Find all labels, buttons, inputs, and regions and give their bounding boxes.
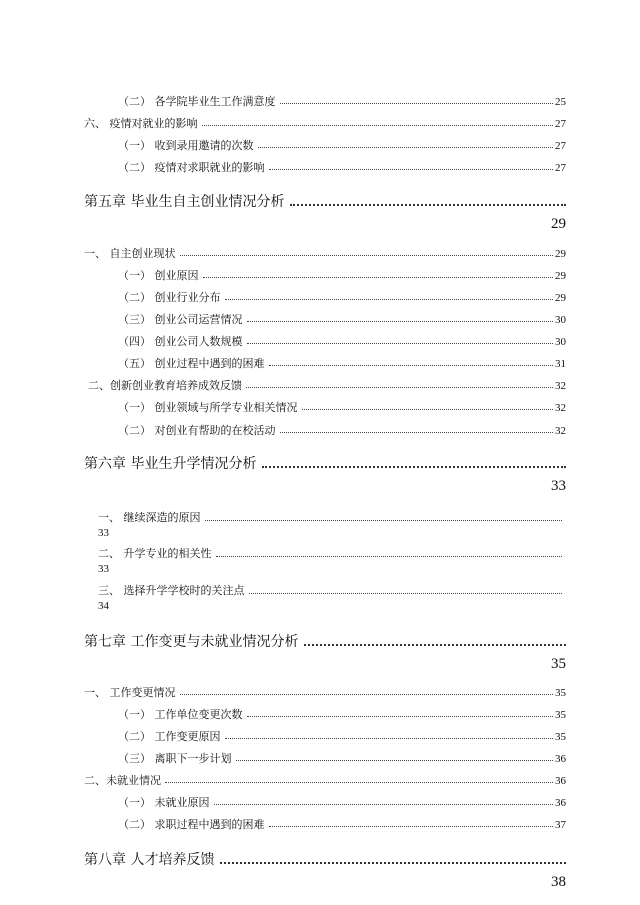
toc-entry[interactable] [84, 290, 566, 306]
leader-dots [269, 159, 554, 170]
leader-dots [216, 546, 563, 557]
toc-chapter-title: 第七章 工作变更与未就业情况分析 [84, 634, 299, 650]
leader-dots [236, 750, 554, 761]
toc-page-number: 35 [555, 687, 566, 699]
toc-page-number: 29 [555, 248, 566, 260]
toc-chapter[interactable] [84, 850, 566, 892]
toc-entry-label: 一、 继续深造的原因 [98, 511, 201, 524]
toc-entry-label: （五） 创业过程中遇到的困难 [118, 357, 265, 370]
toc-entry-label: （二） 工作变更原因 [118, 730, 221, 743]
toc-page-number: 29 [551, 216, 566, 232]
leader-dots [180, 684, 554, 695]
leader-dots [280, 422, 554, 433]
toc-entry[interactable] [84, 400, 566, 416]
leader-dots [269, 355, 554, 366]
leader-dots [280, 93, 554, 104]
toc-entry[interactable] [84, 773, 566, 789]
toc-page-number: 35 [555, 731, 566, 743]
leader-dots [220, 850, 566, 864]
toc-entry[interactable] [84, 312, 566, 328]
toc-page-number: 33 [551, 478, 566, 494]
toc-page-number: 33 [98, 527, 109, 539]
leader-dots [203, 267, 554, 278]
toc-entry-label: 二、创新创业教育培养成效反馈 [88, 379, 242, 392]
leader-dots [269, 816, 554, 827]
toc-entry[interactable] [84, 729, 566, 745]
toc-page-number: 30 [555, 336, 566, 348]
toc-entry-label: （二） 对创业有帮助的在校活动 [118, 424, 276, 437]
toc-page-number: 25 [555, 96, 566, 108]
toc-entry-label: 一、 工作变更情况 [84, 686, 176, 699]
toc-chapter-title: 第八章 人才培养反馈 [84, 852, 215, 868]
toc-entry[interactable] [98, 546, 562, 576]
toc-chapter[interactable] [84, 454, 566, 496]
leader-dots [214, 794, 554, 805]
toc-entry-label: （三） 创业公司运营情况 [118, 313, 243, 326]
toc-entry[interactable] [84, 356, 566, 372]
toc-entry-label: （三） 离职下一步计划 [118, 752, 232, 765]
toc-entry-label: （一） 未就业原因 [118, 796, 210, 809]
toc-entry[interactable] [84, 268, 566, 284]
leader-dots [247, 311, 554, 322]
toc-entry[interactable] [84, 138, 566, 154]
leader-dots [302, 399, 554, 410]
toc-entry[interactable] [84, 94, 566, 110]
leader-dots [290, 192, 566, 206]
leader-dots [205, 510, 563, 521]
toc-entry-label: 二、 升学专业的相关性 [98, 547, 212, 560]
leader-dots [258, 137, 554, 148]
toc-entry[interactable] [84, 423, 566, 439]
toc-entry[interactable] [98, 510, 562, 540]
toc-entry[interactable] [84, 685, 566, 701]
toc-page-number: 36 [555, 797, 566, 809]
toc-page-number: 30 [555, 314, 566, 326]
toc-chapter[interactable] [84, 632, 566, 674]
toc-entry-label: （一） 创业原因 [118, 269, 199, 282]
toc-entry[interactable] [84, 246, 566, 262]
toc-entry-label: 二、未就业情况 [84, 774, 161, 787]
leader-dots [249, 583, 563, 594]
toc-page-number: 38 [551, 874, 566, 890]
leader-dots [202, 115, 554, 126]
toc-entry[interactable] [84, 817, 566, 833]
toc-page-number: 32 [555, 402, 566, 414]
toc-page-number: 35 [551, 656, 566, 672]
leader-dots [304, 632, 566, 646]
toc-page-number: 35 [555, 709, 566, 721]
toc-chapter-title: 第六章 毕业生升学情况分析 [84, 456, 257, 472]
toc-page-number: 29 [555, 270, 566, 282]
toc-entry-label: （一） 创业领域与所学专业相关情况 [118, 401, 298, 414]
toc-entry[interactable] [84, 334, 566, 350]
leader-dots [225, 728, 554, 739]
toc-entry-label: 一、 自主创业现状 [84, 247, 176, 260]
toc-chapter[interactable] [84, 192, 566, 234]
toc-entry[interactable] [84, 751, 566, 767]
toc-entry-label: （二） 疫情对求职就业的影响 [118, 161, 265, 174]
toc-entry[interactable] [98, 583, 562, 613]
toc-entry[interactable] [84, 707, 566, 723]
toc-page-number: 37 [555, 819, 566, 831]
leader-dots [165, 772, 553, 783]
leader-dots [246, 377, 553, 388]
leader-dots [225, 289, 554, 300]
leader-dots [247, 706, 554, 717]
toc-page-number: 32 [555, 380, 566, 392]
toc-page-number: 36 [555, 775, 566, 787]
toc-entry[interactable] [84, 160, 566, 176]
toc-page-number: 33 [98, 563, 109, 575]
toc-entry-label: 三、 选择升学学校时的关注点 [98, 584, 245, 597]
toc-entry[interactable] [88, 378, 566, 394]
toc-page-number: 27 [555, 118, 566, 130]
toc-entry[interactable] [84, 116, 566, 132]
leader-dots [180, 245, 554, 256]
toc-entry[interactable] [84, 795, 566, 811]
toc-page-number: 27 [555, 162, 566, 174]
toc-page-number: 36 [555, 753, 566, 765]
toc-page-number: 27 [555, 140, 566, 152]
toc-entry-label: （二） 创业行业分布 [118, 291, 221, 304]
toc-page-number: 32 [555, 425, 566, 437]
toc-page-number: 31 [555, 358, 566, 370]
toc-entry-label: 六、 疫情对就业的影响 [84, 117, 198, 130]
toc-entry-label: （一） 收到录用邀请的次数 [118, 139, 254, 152]
toc-chapter-title: 第五章 毕业生自主创业情况分析 [84, 194, 285, 210]
toc-entry-label: （二） 求职过程中遇到的困难 [118, 818, 265, 831]
toc-entry-label: （四） 创业公司人数规模 [118, 335, 243, 348]
leader-dots [262, 454, 566, 468]
toc-entry-label: （二） 各学院毕业生工作满意度 [118, 95, 276, 108]
toc-page-number: 34 [98, 600, 109, 612]
toc-entry-label: （一） 工作单位变更次数 [118, 708, 243, 721]
toc-page-number: 29 [555, 292, 566, 304]
leader-dots [247, 333, 554, 344]
